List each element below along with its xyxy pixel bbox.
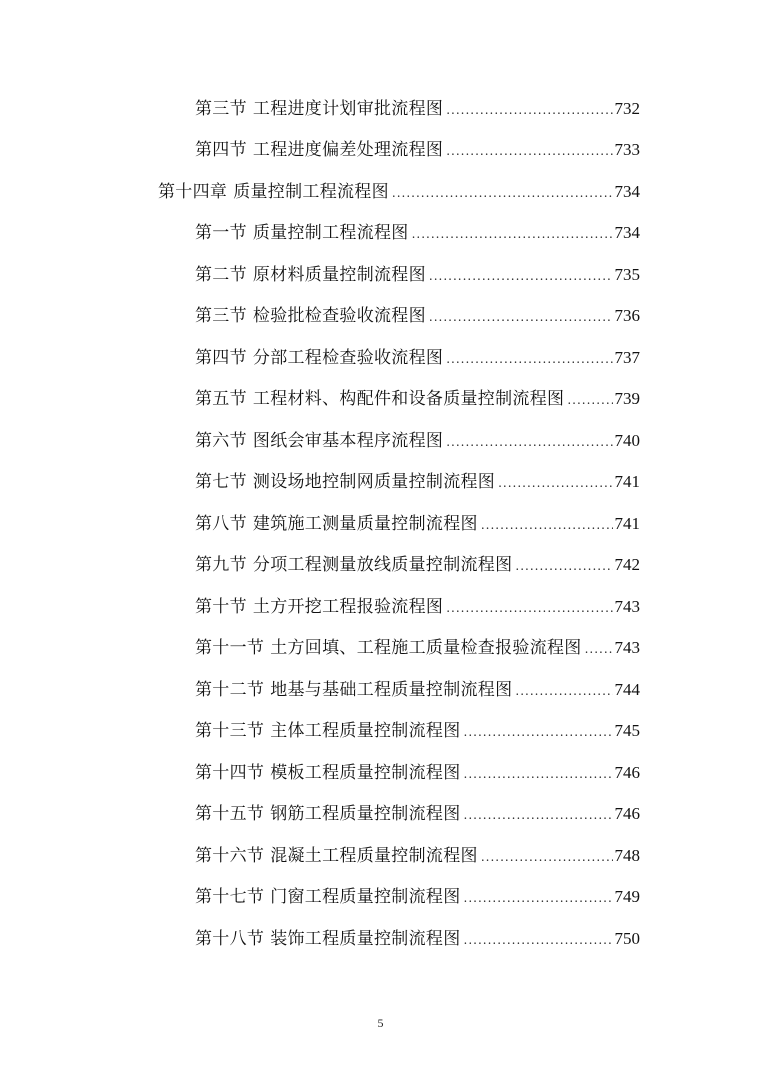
toc-entry[interactable]: [195, 136, 640, 164]
toc-entry-page: 732: [614, 99, 640, 118]
toc-entry-label: [195, 468, 495, 496]
toc-entry-title: 工程进度偏差处理流程图: [252, 140, 444, 160]
toc-entry[interactable]: [195, 302, 640, 330]
toc-entry-label: [195, 95, 443, 123]
toc-entry-number: 第十节: [195, 597, 247, 617]
toc-entry[interactable]: [195, 385, 640, 413]
toc-entry-page: 745: [614, 721, 640, 740]
dot-leader: [515, 677, 612, 705]
toc-entry-label: [195, 634, 582, 662]
toc-entry-number: 第三节: [195, 99, 247, 119]
toc-entry-label: [195, 551, 512, 579]
toc-entry[interactable]: [195, 676, 640, 704]
toc-entry-label: [195, 510, 478, 538]
toc-entry-title: 装饰工程质量控制流程图: [270, 929, 461, 949]
toc-entry-label: [195, 759, 461, 787]
dot-leader: [481, 843, 613, 871]
toc-entry-title: 建筑施工测量质量控制流程图: [252, 514, 478, 534]
dot-leader: [446, 428, 612, 456]
toc-entry-title: 质量控制工程流程图: [252, 223, 409, 243]
dot-leader: [464, 718, 613, 746]
toc-entry-number: 第十六节: [195, 846, 265, 866]
toc-chapter-entry[interactable]: [158, 178, 640, 206]
dot-leader: [412, 220, 613, 248]
toc-entry-page: 733: [614, 140, 640, 159]
toc-entry-label: [195, 717, 461, 745]
toc-entry-label: [195, 344, 443, 372]
toc-entry[interactable]: [195, 800, 640, 828]
toc-entry-title: 分项工程测量放线质量控制流程图: [252, 555, 513, 575]
toc-entry-title: 图纸会审基本程序流程图: [252, 431, 444, 451]
dot-leader: [498, 469, 612, 497]
dot-leader: [446, 96, 612, 124]
toc-entry-label: [195, 676, 512, 704]
toc-entry[interactable]: [195, 842, 640, 870]
toc-entry-label: [195, 925, 461, 953]
toc-entry[interactable]: [195, 95, 640, 123]
toc-entry-title: 测设场地控制网质量控制流程图: [252, 472, 496, 492]
toc-entry-label: [195, 593, 443, 621]
dot-leader: [446, 345, 612, 373]
toc-entry-page: 750: [614, 929, 640, 948]
toc-entry[interactable]: [195, 551, 640, 579]
toc-entry[interactable]: [195, 468, 640, 496]
toc-entry-page: 746: [614, 763, 640, 782]
toc-entry[interactable]: [195, 219, 640, 247]
toc-entry-title: 质量控制工程流程图: [233, 182, 389, 202]
toc-entry-label: [195, 136, 443, 164]
toc-entry-title: 原材料质量控制流程图: [252, 265, 426, 285]
toc-entry[interactable]: [195, 883, 640, 911]
toc-entry-title: 混凝土工程质量控制流程图: [270, 846, 478, 866]
dot-leader: [567, 386, 612, 414]
toc-entry-title: 检验批检查验收流程图: [252, 306, 426, 326]
toc-entry-number: 第二节: [195, 265, 247, 285]
toc-entry-number: 第八节: [195, 514, 247, 534]
toc-entry-number: 第九节: [195, 555, 247, 575]
toc-entry-title: 钢筋工程质量控制流程图: [270, 804, 461, 824]
toc-entry-title: 土方开挖工程报验流程图: [252, 597, 444, 617]
toc-entry-page: 744: [614, 680, 640, 699]
toc-entry-title: 工程材料、构配件和设备质量控制流程图: [252, 389, 565, 409]
dot-leader: [429, 262, 613, 290]
toc-entry-label: [195, 219, 409, 247]
toc-entry-page: 746: [614, 804, 640, 823]
toc-entry-page: 734: [614, 223, 640, 242]
toc-entry-page: 741: [614, 472, 640, 491]
toc-entry-title: 门窗工程质量控制流程图: [270, 887, 461, 907]
dot-leader: [481, 511, 613, 539]
dot-leader: [464, 884, 613, 912]
toc-entry-number: 第十四章: [158, 182, 228, 202]
toc-entry-page: 734: [614, 182, 640, 201]
toc-entry-number: 第十四节: [195, 763, 265, 783]
toc-entry-page: 743: [614, 638, 640, 657]
toc-entry[interactable]: [195, 344, 640, 372]
toc-entry-page: 749: [614, 887, 640, 906]
dot-leader: [515, 552, 612, 580]
toc-entry-page: 742: [614, 555, 640, 574]
toc-entry-title: 主体工程质量控制流程图: [270, 721, 461, 741]
toc-entry-page: 748: [614, 846, 640, 865]
toc-entry[interactable]: [195, 510, 640, 538]
toc-entry-label: [158, 178, 389, 206]
toc-entry[interactable]: [195, 634, 640, 662]
toc-entry-number: 第十八节: [195, 929, 265, 949]
dot-leader: [446, 594, 612, 622]
dot-leader: [464, 760, 613, 788]
toc-entry-title: 土方回填、工程施工质量检查报验流程图: [270, 638, 582, 658]
toc-entry-number: 第十一节: [195, 638, 265, 658]
dot-leader: [464, 801, 613, 829]
toc-entry-page: 736: [614, 306, 640, 325]
toc-entry-page: 743: [614, 597, 640, 616]
dot-leader: [446, 137, 612, 165]
toc-entry-label: [195, 302, 426, 330]
toc-entry-label: [195, 842, 478, 870]
dot-leader: [429, 303, 613, 331]
toc-entry-number: 第十五节: [195, 804, 265, 824]
toc-entry-number: 第五节: [195, 389, 247, 409]
toc-entry-title: 分部工程检查验收流程图: [252, 348, 444, 368]
toc-entry-page: 735: [614, 265, 640, 284]
dot-leader: [392, 179, 613, 207]
toc-entry[interactable]: [195, 759, 640, 787]
toc-entry-page: 739: [614, 389, 640, 408]
toc-entry[interactable]: [195, 925, 640, 953]
toc-entry-number: 第十二节: [195, 680, 265, 700]
toc-entry-number: 第十三节: [195, 721, 265, 741]
toc-entry-page: 740: [614, 431, 640, 450]
toc-entry[interactable]: [195, 261, 640, 289]
page-number: 5: [377, 1016, 384, 1030]
toc-entry-number: 第七节: [195, 472, 247, 492]
dot-leader: [585, 635, 613, 663]
toc-entry-title: 工程进度计划审批流程图: [252, 99, 444, 119]
dot-leader: [464, 926, 613, 954]
toc-entry-number: 第十七节: [195, 887, 265, 907]
toc-entry-title: 模板工程质量控制流程图: [270, 763, 461, 783]
toc-entry-number: 第六节: [195, 431, 247, 451]
toc-entry[interactable]: [195, 593, 640, 621]
toc-entry-label: [195, 385, 564, 413]
toc-entry-label: [195, 427, 443, 455]
toc-entry[interactable]: [195, 427, 640, 455]
toc-entry-label: [195, 883, 461, 911]
toc-entry-number: 第三节: [195, 306, 247, 326]
toc-entry-number: 第一节: [195, 223, 247, 243]
toc-entry[interactable]: [195, 717, 640, 745]
toc-entry-page: 737: [614, 348, 640, 367]
toc-entry-label: [195, 800, 461, 828]
toc-entry-label: [195, 261, 426, 289]
toc-entry-title: 地基与基础工程质量控制流程图: [270, 680, 513, 700]
toc-entry-number: 第四节: [195, 348, 247, 368]
toc-entry-number: 第四节: [195, 140, 247, 160]
toc-entry-page: 741: [614, 514, 640, 533]
